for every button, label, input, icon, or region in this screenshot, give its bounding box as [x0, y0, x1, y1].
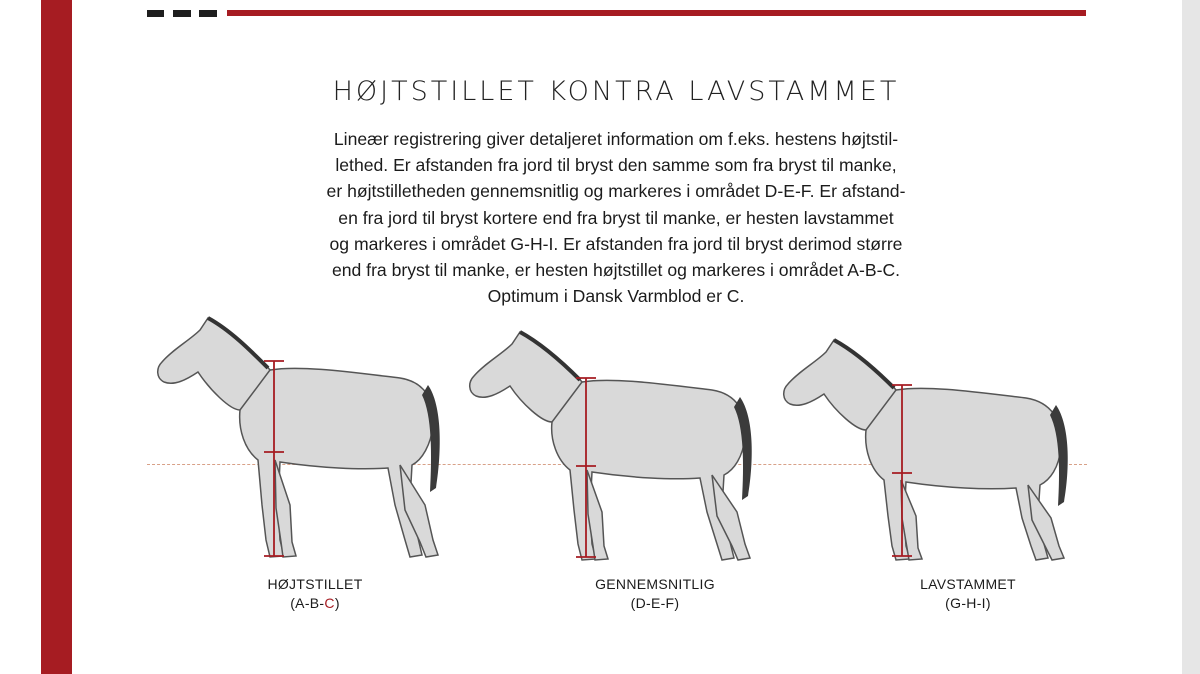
- header-dash: [147, 10, 164, 17]
- body-line: Lineær registrering giver detaljeret information om f.eks. hestens højtstil-: [333, 129, 899, 149]
- caption-label: LAVSTAMMET: [920, 576, 1016, 592]
- horse-body: [866, 388, 1062, 560]
- caption-label: GENNEMSNITLIG: [595, 576, 715, 592]
- body-line: en fra jord til bryst kortere end fra bryst til manke, er hesten lavstammet: [338, 207, 894, 228]
- header-dash: [173, 10, 191, 17]
- horse-illustration-gennemsnitlig: [462, 310, 762, 572]
- caption-code: [230, 594, 400, 613]
- caption-code: (D-E-F): [630, 595, 680, 611]
- red-side-bar: [41, 0, 72, 674]
- caption-code-suffix: ): [334, 595, 340, 611]
- page-title: HØJTSTILLET KONTRA LAVSTAMMET: [332, 76, 900, 107]
- header-dash: [199, 10, 217, 17]
- right-margin: [1182, 0, 1200, 674]
- body-line: Optimum i Dansk Varmblod er C.: [487, 286, 745, 307]
- caption-code-prefix: (A-B-: [290, 595, 325, 611]
- caption-code: (G-H-I): [945, 595, 991, 611]
- caption-hojtstillet: [230, 575, 400, 613]
- caption-lavstammet: [883, 575, 1053, 613]
- header-red-line: [227, 10, 1086, 16]
- body-line: er højtstilletheden gennemsnitlig og markeres i området D-E-F. Er afstand-: [326, 181, 906, 202]
- caption-code-highlight: C: [324, 595, 335, 611]
- horse-body: [240, 368, 434, 557]
- body-line: og markeres i området G-H-I. Er afstanden fra jord til bryst derimod større: [329, 233, 903, 254]
- body-line: lethed. Er afstanden fra jord til bryst den samme som fra bryst til manke,: [335, 155, 897, 176]
- body-paragraph: [306, 126, 926, 309]
- horse-illustration-hojtstillet: [150, 310, 450, 572]
- caption-label: HØJTSTILLET: [267, 576, 363, 592]
- body-line: end fra bryst til manke, er hesten højtstillet og markeres i området A-B-C.: [331, 260, 901, 281]
- horse-body: [552, 380, 746, 560]
- caption-gennemsnitlig: [570, 575, 740, 613]
- horse-illustration-lavstammet: [776, 310, 1076, 572]
